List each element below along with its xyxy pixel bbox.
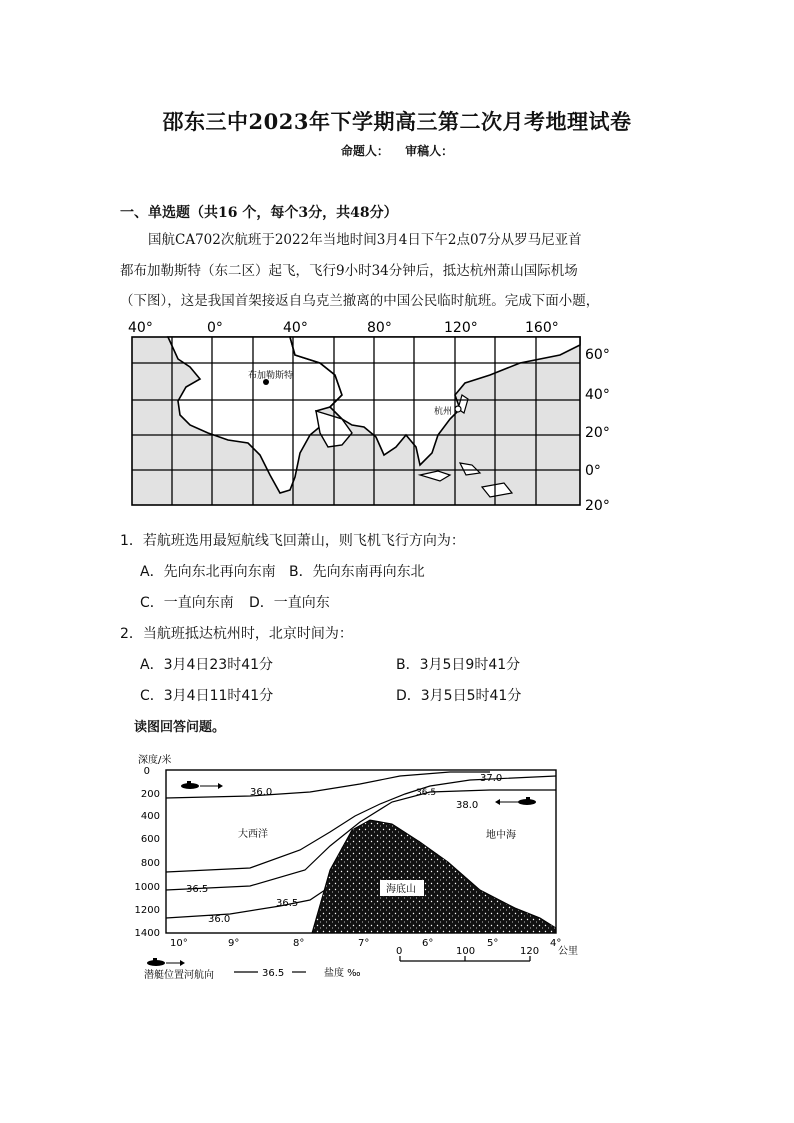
authors-line (0, 142, 794, 159)
legend-submarine-label: 潜艇位置河航向 (144, 970, 214, 980)
scale-tick: 120 (520, 946, 540, 957)
depth-tick: 800 (140, 858, 160, 869)
world-map (120, 315, 620, 515)
lat-label: 60° (585, 347, 610, 363)
lon-tick: 10° (170, 938, 188, 949)
q2-option-b: B．3月5日9时41分 (396, 657, 521, 673)
author-label: 命题人： (340, 144, 389, 158)
lat-label: 40° (585, 387, 610, 403)
lon-tick: 9° (228, 938, 240, 949)
read-instruction: 读图回答问题。 (134, 720, 226, 735)
lon-tick: 6° (422, 938, 434, 949)
lon-label: 160° (525, 320, 559, 336)
lon-label: 40° (283, 320, 308, 336)
isoline-label: 36.5 (416, 788, 437, 798)
passage-line-1: 国航CA702次航班于2022年当地时间3月4日下午2点07分从罗马尼亚首 (148, 232, 582, 248)
lat-label: 20° (585, 498, 610, 514)
passage-line-3: （下图），这是我国首架接返自乌克兰撤离的中国公民临时航班。完成下面小题， (120, 293, 600, 309)
isoline-label: 36.0 (208, 914, 231, 925)
page-title: 邵东三中2023年下学期高三第二次月考地理试卷 (162, 109, 632, 134)
seamount-label: 海底山 (386, 884, 416, 895)
isoline-label: 37.0 (480, 773, 503, 784)
depth-tick: 1200 (134, 905, 160, 916)
hangzhou-marker (455, 406, 461, 412)
lon-label: 40° (128, 320, 153, 336)
depth-tick: 200 (140, 789, 160, 800)
section-heading: 一、单选题（共16 个，每个3分，共48分） (120, 205, 398, 221)
salinity-profile (130, 750, 600, 980)
legend-submarine-icon (147, 958, 185, 966)
lon-tick: 4° (550, 938, 562, 949)
q1-option-c: C．一直向东南 (140, 595, 234, 611)
question-1-stem: 1．若航班选用最短航线飞回萧山，则飞机飞行方向为： (120, 533, 465, 549)
question-2-stem: 2．当航班抵达杭州时，北京时间为： (120, 626, 353, 642)
q1-option-b: B．先向东南再向东北 (289, 564, 425, 580)
lat-label: 0° (585, 463, 601, 479)
scale-unit: 公里 (558, 946, 578, 957)
passage-line-2: 都布加勒斯特（东二区）起飞，飞行9小时34分钟后，抵达杭州萧山国际机场 (120, 263, 578, 279)
scale-tick: 100 (456, 946, 476, 957)
depth-tick: 1000 (134, 882, 160, 893)
city-bucharest: 布加勒斯特 (248, 371, 294, 381)
q2-option-a: A．3月4日23时41分 (140, 657, 274, 673)
q1-option-d: D．一直向东 (249, 595, 330, 611)
lon-tick: 5° (487, 938, 499, 949)
isoline-label: 36.0 (250, 787, 273, 798)
q2-option-c: C．3月4日11时41分 (140, 688, 274, 704)
q1-option-a: A．先向东北再向东南 (140, 564, 276, 580)
depth-tick: 400 (140, 811, 160, 822)
q2-option-d: D．3月5日5时41分 (396, 688, 522, 704)
depth-tick: 600 (140, 834, 160, 845)
lon-tick: 7° (358, 938, 370, 949)
depth-tick: 0 (143, 766, 150, 777)
legend-iso-value: 36.5 (262, 968, 285, 979)
lon-label: 120° (444, 320, 478, 336)
lat-label: 20° (585, 425, 610, 441)
scale-tick: 0 (396, 946, 403, 957)
atlantic-label: 大西洋 (238, 829, 268, 840)
lon-tick: 8° (293, 938, 305, 949)
city-hangzhou: 杭州 (434, 407, 453, 417)
depth-axis-label: 深度/米 (138, 755, 172, 766)
map-frame (132, 337, 580, 505)
legend-salinity: 盐度 ‰ (324, 968, 361, 979)
isoline-label: 36.5 (186, 884, 209, 895)
reviewer-label: 审稿人： (405, 144, 454, 158)
lon-label: 80° (367, 320, 392, 336)
mediterranean-label: 地中海 (486, 830, 516, 841)
isoline-label: 38.0 (456, 800, 479, 811)
isoline-label: 36.5 (276, 898, 299, 909)
depth-tick: 1400 (134, 928, 160, 939)
lon-label: 0° (207, 320, 223, 336)
